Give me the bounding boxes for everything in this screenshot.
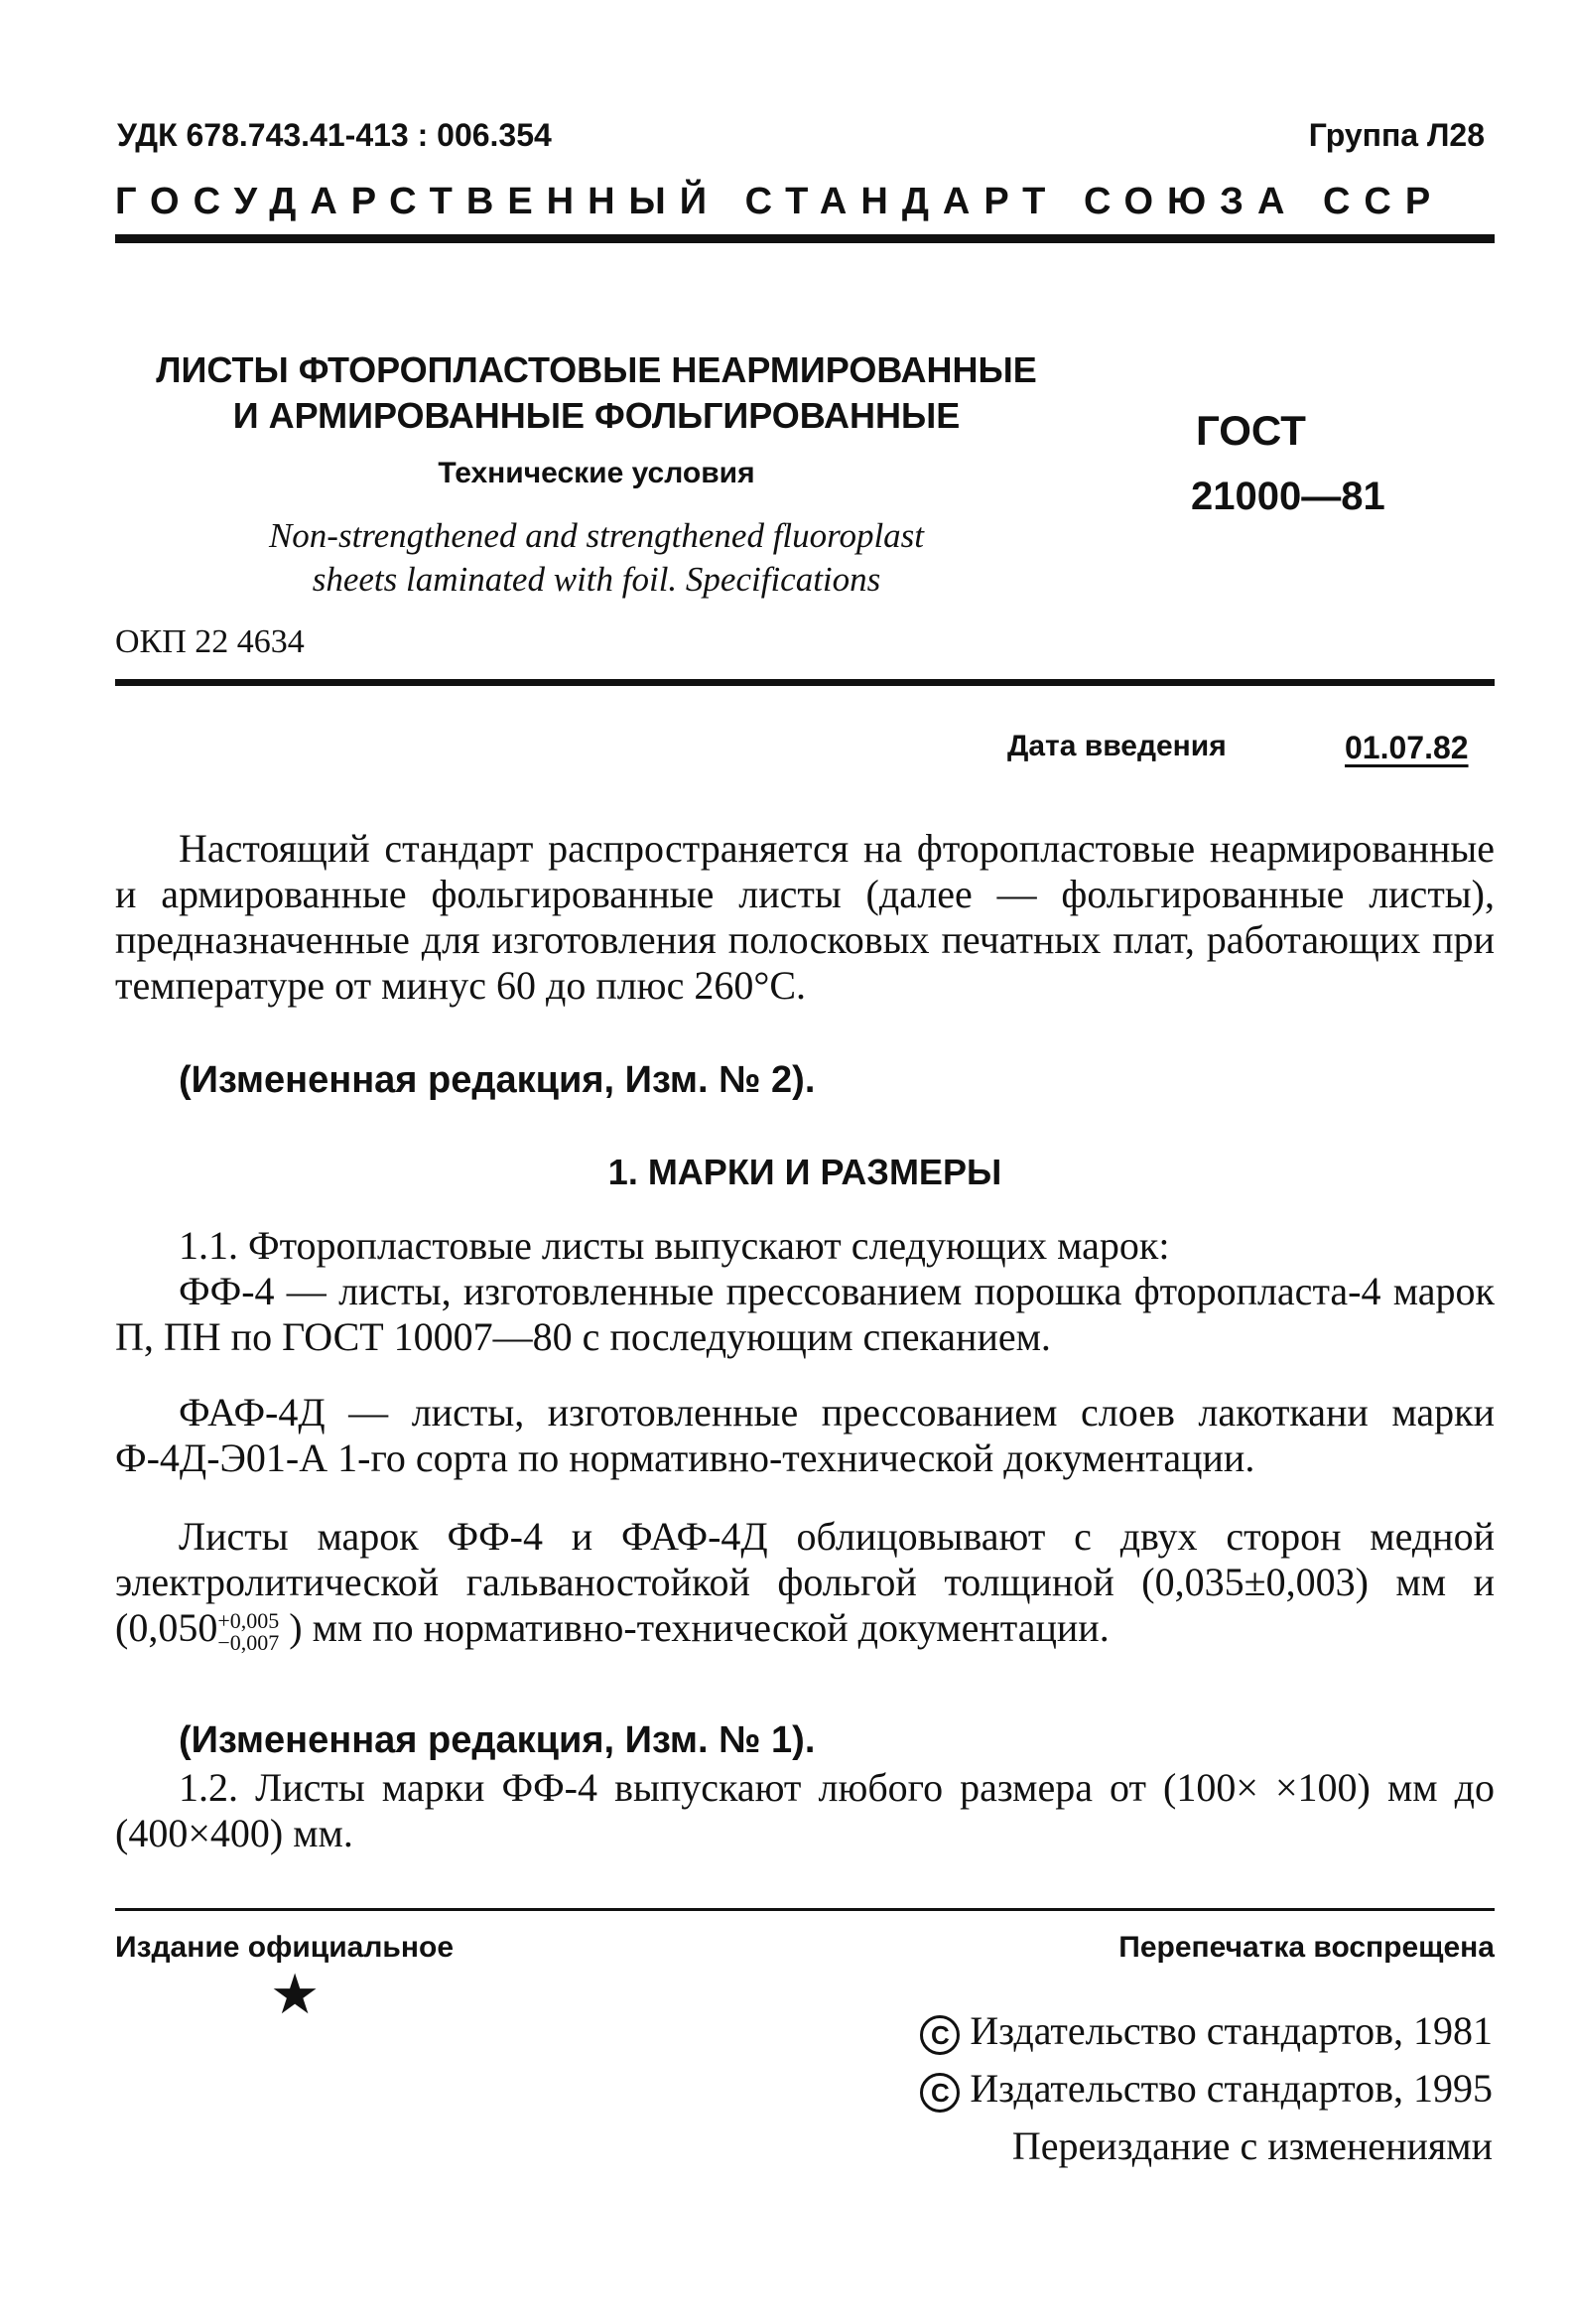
copyright-text: Издательство стандартов, 1981: [970, 2008, 1493, 2053]
reprint-prohibited: Перепечатка воспрещена: [1118, 1931, 1495, 1964]
state-standard-heading: ГОСУДАРСТВЕННЫЙ СТАНДАРТ СОЮЗА ССР: [115, 181, 1445, 222]
gost-number: 21000—81: [1191, 475, 1385, 518]
copyright-icon: C: [920, 2015, 960, 2055]
english-title-line-2: sheets laminated with foil. Specifications: [312, 560, 881, 599]
copyright-text: Издательство стандартов, 1995: [970, 2066, 1493, 2111]
title-rule: [115, 679, 1495, 686]
title-line-2: И АРМИРОВАННЫЕ ФОЛЬГИРОВАННЫЕ: [232, 395, 961, 436]
tolerance-upper: +0,005: [217, 1607, 280, 1633]
document-title: [115, 347, 1078, 439]
revision-note: (Измененная редакция, Изм. № 2).: [179, 1059, 816, 1101]
okp-code: ОКП 22 4634: [115, 623, 305, 660]
intro-date-label: Дата введения: [1007, 730, 1227, 762]
revision-note: (Измененная редакция, Изм. № 1).: [179, 1719, 816, 1761]
grade-ff4-paragraph: ФФ-4 — листы, изготовленные прессованием порошка фторопласта-4 марок П, ПН по ГОСТ 10007—80 с последующим спеканием.: [115, 1269, 1495, 1359]
star-icon: ★: [270, 1965, 321, 2026]
cladding-text-start: Листы марок ФФ-4 и ФАФ-4Д облицовывают с двух сторон медной электролитической гальваностойкой фольгой толщиной (0,035±0,003) мм и (0,050: [115, 1514, 1495, 1650]
copyright-line: [774, 2065, 1493, 2113]
reissue-note: Переиздание с изменениями: [1011, 2123, 1493, 2168]
group-code: Группа Л28: [1308, 117, 1485, 153]
english-title-line-1: Non-strengthened and strengthened fluoroplast: [268, 516, 925, 555]
udk-code: УДК 678.743.41-413 : 006.354: [117, 117, 552, 153]
intro-paragraph: Настоящий стандарт распространяется на фторопластовые неармированные и армированные фольгированные листы (далее — фольгированные листы), предназначенные для изготовления полосковых печатных плат, работающих при температуре от минус 60 до плюс 260°С.: [115, 826, 1495, 1008]
copyright-line: [774, 2007, 1493, 2055]
intro-date-value: 01.07.82: [1345, 730, 1469, 765]
footer-rule: [115, 1908, 1495, 1911]
official-edition: Издание официальное: [115, 1931, 455, 1964]
title-line-1: ЛИСТЫ ФТОРОПЛАСТОВЫЕ НЕАРМИРОВАННЫЕ: [156, 349, 1037, 390]
cladding-paragraph: [115, 1514, 1495, 1654]
clause-1-1: 1.1. Фторопластовые листы выпускают следующих марок:: [179, 1223, 1170, 1268]
tolerance: [217, 1607, 280, 1655]
copyright-icon: C: [920, 2073, 960, 2113]
grade-faf4d-paragraph: ФАФ-4Д — листы, изготовленные прессованием слоев лакоткани марки Ф-4Д-Э01-А 1-го сорта по нормативно-технической документации.: [115, 1390, 1495, 1480]
section-heading: 1. МАРКИ И РАЗМЕРЫ: [607, 1152, 1002, 1192]
cladding-text-end: ) мм по нормативно-технической документации.: [289, 1605, 1110, 1650]
gost-label: ГОСТ: [1196, 407, 1306, 454]
header-rule: [115, 234, 1495, 243]
document-subtitle: Технические условия: [438, 457, 755, 489]
tolerance-lower: −0,007: [217, 1629, 280, 1655]
english-title: [115, 514, 1078, 602]
clause-1-2: 1.2. Листы марки ФФ-4 выпускают любого размера от (100× ×100) мм до (400×400) мм.: [115, 1765, 1495, 1855]
